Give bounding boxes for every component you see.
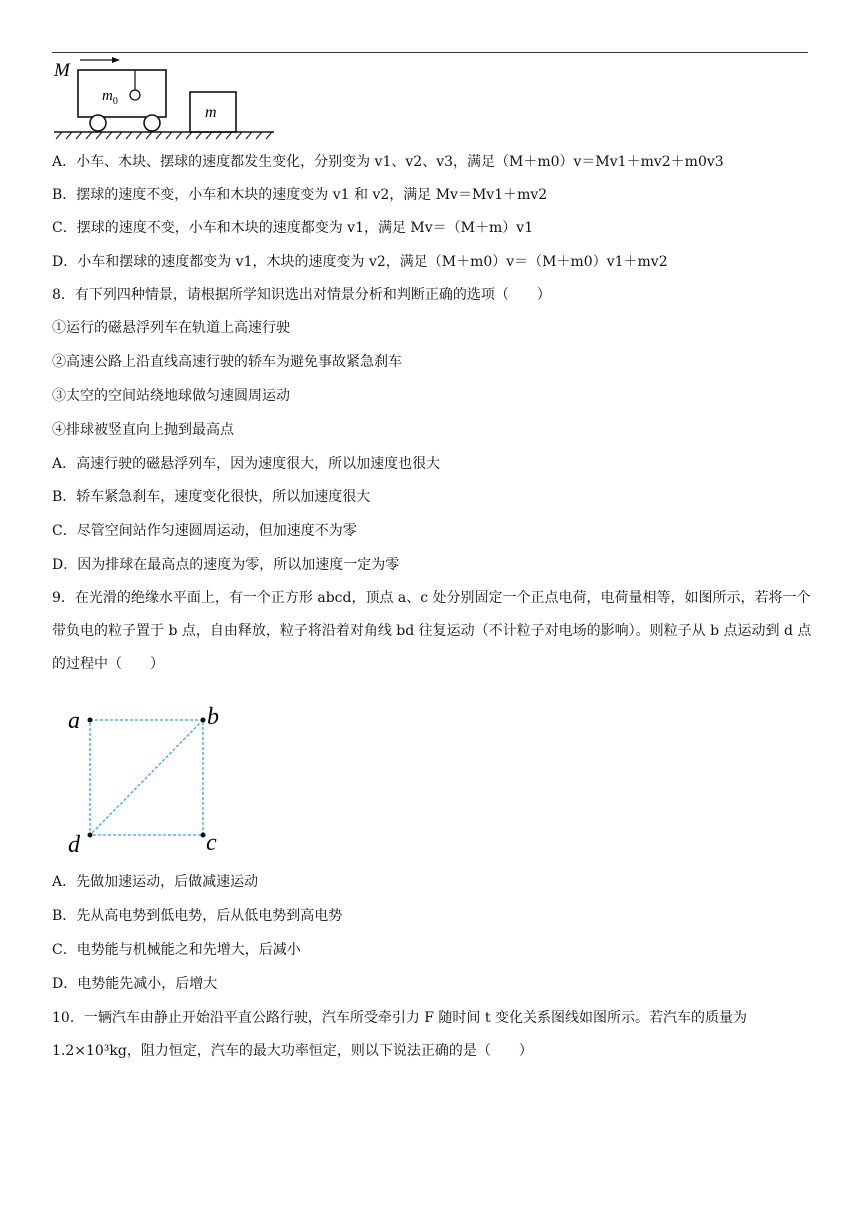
q8-stem: 8．有下列四种情景，请根据所学知识选出对情景分析和判断正确的选项（ ）	[52, 287, 551, 303]
q8-scenario-3: ③太空的空间站绕地球做匀速圆周运动	[52, 388, 290, 404]
square-abcd-figure	[62, 700, 232, 860]
cart-wheel-left	[90, 115, 106, 131]
q7-option-a: A．小车、木块、摆球的速度都发生变化，分别变为 v1、v2、v3，满足（M＋m0）v＝Mv1＋mv2＋m0v3	[52, 154, 724, 170]
label-d: d	[68, 832, 80, 858]
label-b: b	[207, 704, 219, 730]
q8-option-b: B．轿车紧急刹车，速度变化很快，所以加速度很大	[52, 489, 371, 505]
q9-option-d: D．电势能先减小，后增大	[52, 976, 218, 992]
q8-scenario-4: ④排球被竖直向上抛到最高点	[52, 422, 234, 438]
q7-option-c: C．摆球的速度不变，小车和木块的速度都变为 v1，满足 Mv＝（M＋m）v1	[52, 220, 534, 236]
label-a: a	[68, 708, 80, 734]
cart-wheel-right	[144, 115, 160, 131]
cart-body	[78, 70, 166, 117]
q8-scenario-2: ②高速公路上沿直线高速行驶的轿车为避免事故紧急刹车	[52, 354, 402, 370]
q8-option-d: D．因为排球在最高点的速度为零，所以加速度一定为零	[52, 557, 400, 573]
q8-option-c: C．尽管空间站作匀速圆周运动，但加速度不为零	[52, 523, 357, 539]
velocity-arrowhead	[112, 57, 120, 63]
vertex-c	[201, 833, 206, 838]
label-c: c	[206, 830, 217, 856]
q9-option-b: B．先从高电势到低电势，后从低电势到高电势	[52, 908, 343, 924]
q9-option-a: A．先做加速运动，后做减速运动	[52, 874, 259, 890]
vertex-b	[201, 718, 206, 723]
q10-stem: 10．一辆汽车由静止开始沿平直公路行驶，汽车所受牵引力 F 随时间 t 变化关系图线如图所示。若汽车的质量为 1.2×10³kg，阻力恒定，汽车的最大功率恒定，则以下说法正确的是（ ）	[52, 1010, 747, 1059]
pendulum-ball	[130, 90, 140, 100]
q9-option-c: C．电势能与机械能之和先增大，后减小	[52, 942, 301, 958]
diagonal-bd	[90, 720, 203, 835]
pendulum-mass-label: $m_0$	[102, 88, 118, 107]
q7-option-b: B．摆球的速度不变，小车和木块的速度变为 v1 和 v2，满足 Mv＝Mv1＋mv2	[52, 187, 548, 203]
vertex-d	[88, 833, 93, 838]
q9-stem: 9．在光滑的绝缘水平面上，有一个正方形 abcd，顶点 a、c 处分别固定一个正点电荷，电荷量相等，如图所示，若将一个带负电的粒子置于 b 点，自由释放，粒子将沿着对角线 bd 往复运动（不计粒子对电场的影响）。则粒子从 b 点运动到 d 点的过程中（ ）	[52, 590, 812, 672]
q8-option-a: A．高速行驶的磁悬浮列车，因为速度很大，所以加速度也很大	[52, 456, 441, 472]
cart-label-M: M	[54, 60, 70, 81]
top-rule-right	[276, 52, 808, 53]
ground-hatching	[56, 132, 272, 139]
block-label-m: m	[205, 104, 217, 121]
cart-figure	[52, 56, 278, 140]
vertex-a	[88, 718, 93, 723]
q8-scenario-1: ①运行的磁悬浮列车在轨道上高速行驶	[52, 320, 290, 336]
top-rule-left	[52, 52, 276, 53]
q7-option-d: D．小车和摆球的速度都变为 v1，木块的速度变为 v2，满足（M＋m0）v＝（M＋m0）v1＋mv2	[52, 254, 668, 270]
